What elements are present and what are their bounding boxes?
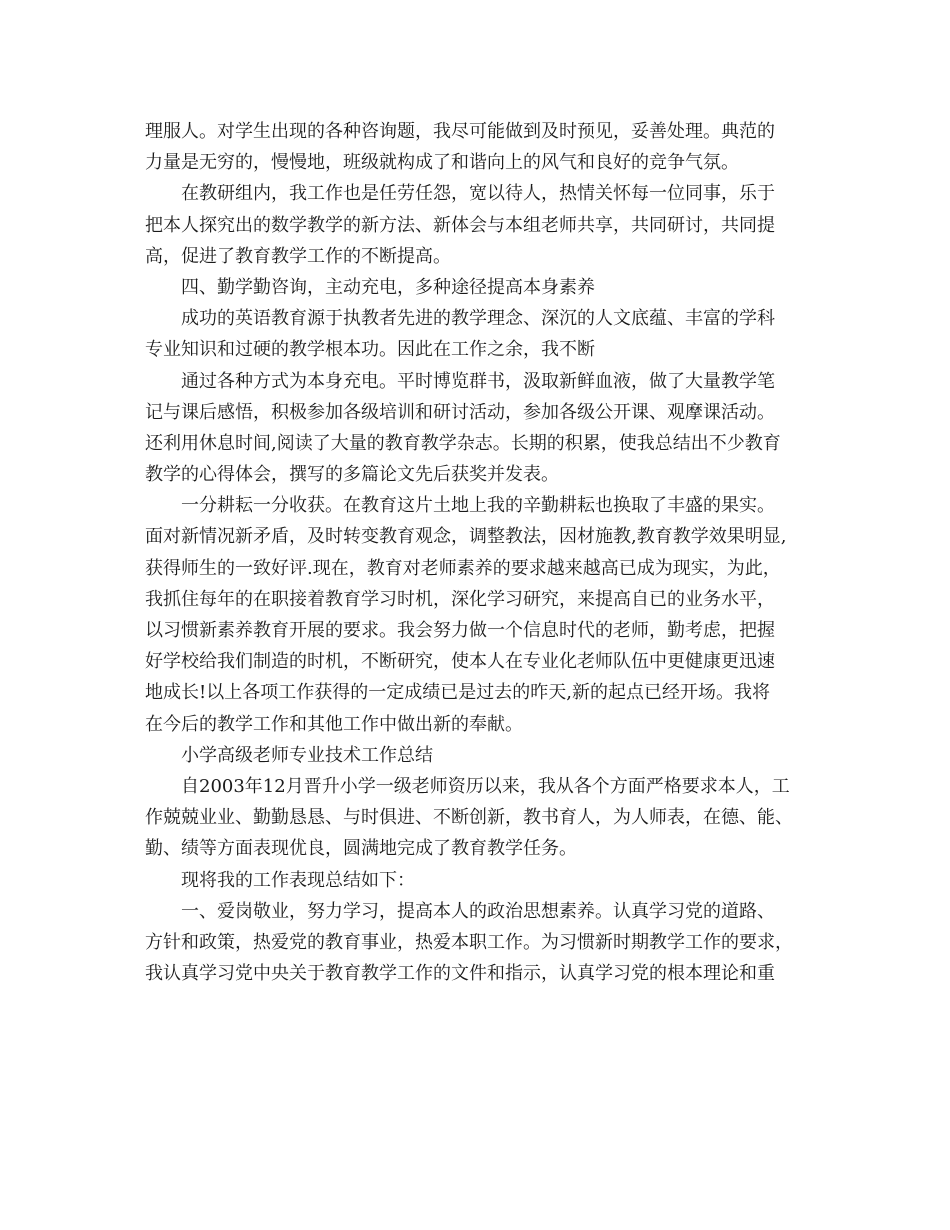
document-body [145, 116, 835, 989]
text-line: 高，促进了教育教学工作的不断提高。 [145, 245, 451, 267]
text-line: 成功的英语教育源于执教者先进的教学理念、深沉的人文底蕴、丰富的学科 [181, 308, 775, 330]
text-line: 专业知识和过硬的教学根本功。因此在工作之余，我不断 [145, 339, 595, 361]
text-line: 一、爱岗敬业，努力学习，提高本人的政治思想素养。认真学习党的道路、 [181, 900, 775, 922]
text-line: 小学高级老师专业技术工作总结 [181, 744, 433, 766]
text-line: 方针和政策，热爱党的教育事业，热爱本职工作。为习惯新时期教学工作的要求， [145, 931, 793, 953]
text-line: 获得师生的一致好评.现在，教育对老师素养的要求越来越高已成为现实，为此， [145, 557, 781, 579]
text-line: 在今后的教学工作和其他工作中做出新的奉献。 [145, 713, 523, 735]
text-line: 地成长!以上各项工作获得的一定成绩已是过去的昨天,新的起点已经开场。我将 [145, 682, 770, 704]
text-line: 记与课后感悟，积极参加各级培训和研讨活动，参加各级公开课、观摩课活动。 [145, 401, 775, 423]
text-line: 自2003年12月晋升小学一级老师资历以来，我从各个方面严格要求本人，工 [181, 775, 790, 797]
text-line: 勤、绩等方面表现优良，圆满地完成了教育教学任务。 [145, 838, 577, 860]
text-line: 一分耕耘一分收获。在教育这片土地上我的辛勤耕耘也换取了丰盛的果实。 [181, 495, 775, 517]
text-line: 在教研组内，我工作也是任劳任怨，宽以待人，热情关怀每一位同事，乐于 [181, 183, 775, 205]
text-line: 四、勤学勤咨询，主动充电，多种途径提高本身素养 [181, 276, 595, 298]
text-line: 以习惯新素养教育开展的要求。我会努力做一个信息时代的老师，勤考虑，把握 [145, 620, 775, 641]
text-line: 力量是无穷的，慢慢地，班级就构成了和谐向上的风气和良好的竞争气氛。 [145, 152, 739, 174]
text-line: 通过各种方式为本身充电。平时博览群书，汲取新鲜血液，做了大量教学笔 [181, 370, 775, 392]
text-line: 作兢兢业业、勤勤恳恳、与时俱进、不断创新，教书育人，为人师表，在德、能、 [145, 807, 793, 829]
text-line: 把本人探究出的数学教学的新方法、新体会与本组老师共享，共同研讨，共同提 [145, 214, 775, 236]
text-line: 还利用休息时间,阅读了大量的教育教学杂志。长期的积累，使我总结出不少教育 [145, 432, 781, 454]
text-line: 教学的心得体会，撰写的多篇论文先后获奖并发表。 [145, 464, 559, 486]
text-line: 我抓住每年的在职接着教育学习时机，深化学习研究，来提高自已的业务水平， [145, 588, 775, 610]
text-line: 我认真学习党中央关于教育教学工作的文件和指示，认真学习党的根本理论和重 [145, 963, 775, 985]
text-line: 理服人。对学生出现的各种咨询题，我尽可能做到及时预见，妥善处理。典范的 [145, 121, 775, 142]
text-line: 面对新情况新矛盾，及时转变教育观念，调整教法，因材施教,教育教学效果明显, [145, 526, 787, 548]
text-line: 现将我的工作表现总结如下： [181, 869, 415, 891]
text-line: 好学校给我们制造的时机，不断研究，使本人在专业化老师队伍中更健康更迅速 [145, 651, 775, 673]
